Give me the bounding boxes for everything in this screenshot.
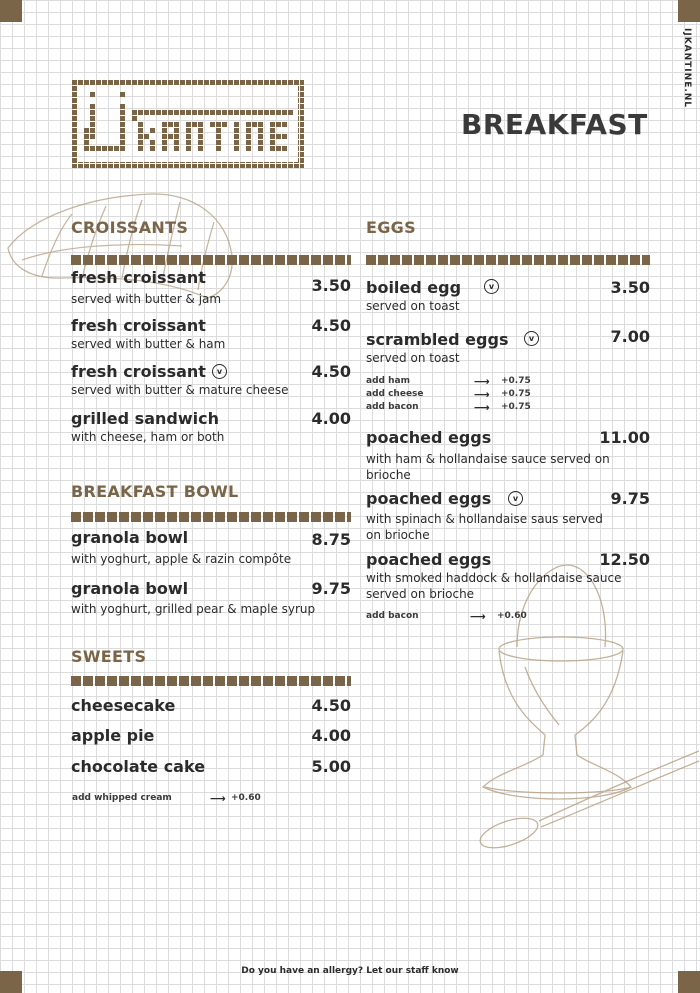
arrow-right-icon: ⟶ <box>474 401 490 414</box>
item-name: chocolate cake <box>71 757 206 776</box>
addon-price: +0.75 <box>501 402 531 412</box>
item-description: served on toast <box>366 299 460 313</box>
section-divider <box>366 255 650 265</box>
item-description: with cheese, ham or both <box>71 430 225 444</box>
vegetarian-icon: v <box>524 331 539 346</box>
arrow-right-icon: ⟶ <box>474 375 490 388</box>
item-name: poached eggs <box>366 489 492 508</box>
menu-item <box>366 489 650 541</box>
item-description: with ham & hollandaise sauce served on brioche <box>366 452 610 482</box>
item-price: 4.00 <box>311 726 351 745</box>
vegetarian-icon: v <box>484 279 499 294</box>
item-price: 9.75 <box>311 579 351 598</box>
item-price: 7.00 <box>610 327 650 346</box>
item-description: with smoked haddock & hollandaise sauce served on brioche <box>366 571 622 601</box>
menu-item <box>71 528 351 566</box>
menu-item <box>71 696 351 716</box>
item-name: fresh croissant <box>71 362 206 381</box>
section-title-sweets: SWEETS <box>71 647 147 666</box>
arrow-right-icon: ⟶ <box>210 792 226 805</box>
item-name: apple pie <box>71 726 155 745</box>
arrow-right-icon: ⟶ <box>470 610 486 623</box>
menu-item <box>71 362 351 398</box>
section-title-croissants: CROISSANTS <box>71 218 189 237</box>
item-price: 4.00 <box>311 409 351 428</box>
menu-item <box>71 268 351 306</box>
item-name: fresh croissant <box>71 316 206 335</box>
item-name: scrambled eggs <box>366 330 509 349</box>
item-name: boiled egg <box>366 278 462 297</box>
addon-label: add cheese <box>366 389 424 399</box>
item-price: 11.00 <box>599 428 650 447</box>
addon-price: +0.60 <box>497 611 527 621</box>
ijkantine-logo <box>72 80 304 168</box>
section-divider <box>71 255 351 265</box>
addon-price: +0.60 <box>231 793 261 803</box>
item-price: 4.50 <box>311 316 351 335</box>
addon-label: add ham <box>366 376 410 386</box>
section-divider <box>71 512 351 522</box>
menu-item <box>71 757 351 777</box>
menu-item <box>366 428 650 480</box>
item-price: 4.50 <box>311 362 351 381</box>
item-price: 5.00 <box>311 757 351 776</box>
item-price: 12.50 <box>599 550 650 569</box>
item-price: 8.75 <box>311 530 351 549</box>
item-description: served with butter & ham <box>71 337 226 351</box>
addon-label: add bacon <box>366 402 419 412</box>
item-price: 3.50 <box>311 276 351 295</box>
allergy-notice: Do you have an allergy? Let our staff know <box>241 966 459 976</box>
addon-price: +0.75 <box>501 389 531 399</box>
section-divider <box>71 676 351 686</box>
menu-item <box>366 550 650 602</box>
item-name: poached eggs <box>366 550 492 569</box>
item-description: with yoghurt, apple & razin compôte <box>71 552 292 566</box>
corner-square-top-right <box>678 0 700 22</box>
addon-price: +0.75 <box>501 376 531 386</box>
menu-item <box>366 327 650 366</box>
website-label: IJKANTINE.NL <box>682 28 692 109</box>
corner-square-top-left <box>0 0 22 22</box>
item-description: served with butter & jam <box>71 292 222 306</box>
item-name: poached eggs <box>366 428 492 447</box>
menu-item <box>71 579 351 617</box>
item-name: fresh croissant <box>71 268 206 287</box>
item-name: grilled sandwich <box>71 409 219 428</box>
item-price: 4.50 <box>311 696 351 715</box>
vegetarian-icon: v <box>508 491 523 506</box>
section-title-breakfast-bowl: BREAKFAST BOWL <box>71 482 239 501</box>
item-description: with spinach & hollandaise saus served on brioche <box>366 512 603 542</box>
item-name: cheesecake <box>71 696 176 715</box>
menu-item <box>71 409 351 445</box>
item-name: granola bowl <box>71 579 189 598</box>
menu-item <box>366 278 650 314</box>
arrow-right-icon: ⟶ <box>474 388 490 401</box>
vegetarian-icon: v <box>212 364 227 379</box>
item-price: 3.50 <box>610 278 650 297</box>
section-title-eggs: EGGS <box>366 218 416 237</box>
addon-label: add bacon <box>366 611 419 621</box>
item-description: served on toast <box>366 351 460 365</box>
menu-item <box>71 316 351 352</box>
item-price: 9.75 <box>610 489 650 508</box>
addon-label: add whipped cream <box>72 793 172 803</box>
item-description: served with butter & mature cheese <box>71 383 289 397</box>
item-name: granola bowl <box>71 528 189 547</box>
menu-item <box>71 726 351 746</box>
page-title: BREAKFAST <box>461 108 648 141</box>
item-description: with yoghurt, grilled pear & maple syrup <box>71 602 316 616</box>
